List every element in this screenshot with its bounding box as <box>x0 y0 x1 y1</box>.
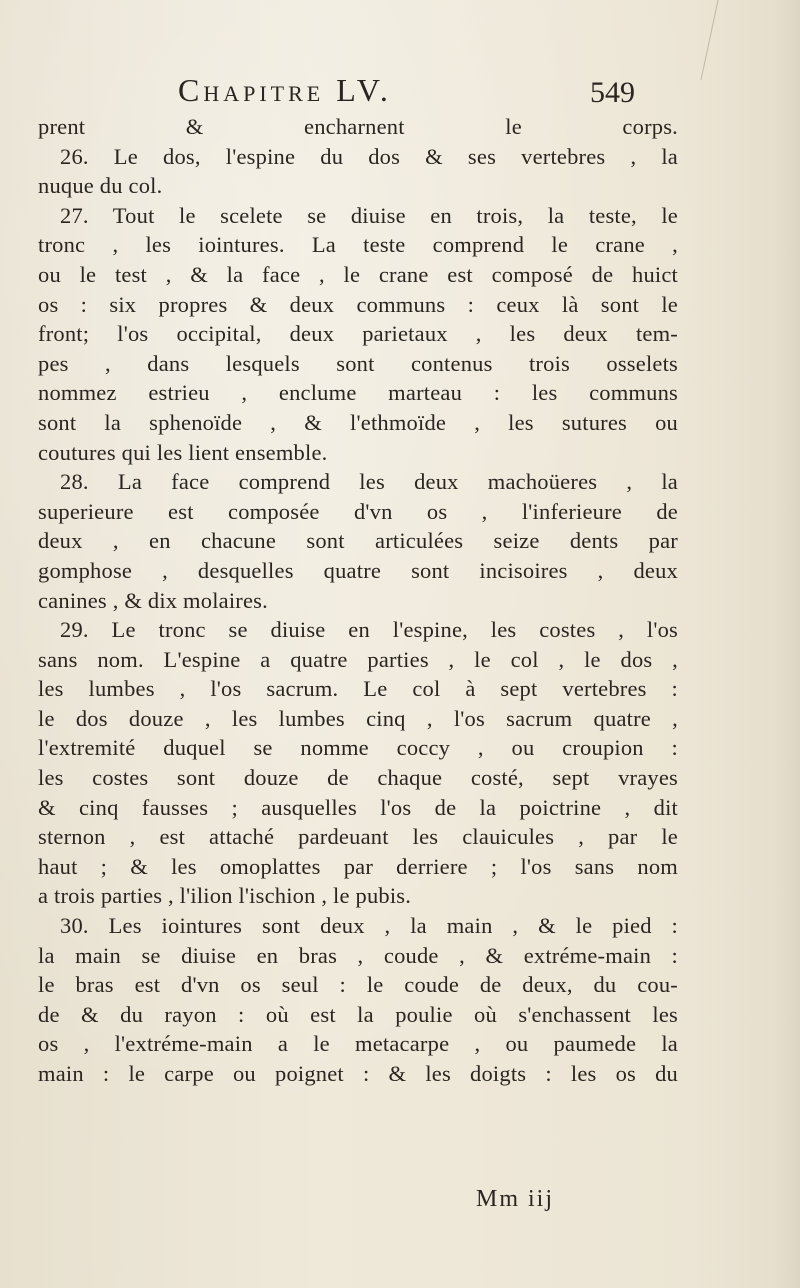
text-line: & cinq fausses ; ausquelles l'os de la poictrine , dit <box>38 794 678 820</box>
page-corner-mark <box>700 0 768 80</box>
text-line: tronc , les iointures. La teste comprend le crane , <box>38 232 678 258</box>
text-line: les costes sont douze de chaque costé, sept vrayes <box>38 765 678 791</box>
text-line: superieure est composée d'vn os , l'inferieure de <box>38 498 678 524</box>
signature-mark: Mm iij <box>476 1186 555 1212</box>
text-line: canines , & dix molaires. <box>38 587 268 613</box>
text-line: a trois parties , l'ilion l'ischion , le pubis. <box>38 883 412 909</box>
text-line: os , l'extréme-main a le metacarpe , ou paumede la <box>38 1031 678 1057</box>
text-line: pes , dans lesquels sont contenus trois osselets <box>38 350 678 376</box>
text-line: deux , en chacune sont articulées seize dents par <box>38 528 678 554</box>
text-line: front; l'os occipital, deux parietaux , les deux tem- <box>38 321 678 347</box>
text-line: les lumbes , l'os sacrum. Le col à sept vertebres : <box>38 676 678 702</box>
text-line: gomphose , desquelles quatre sont incisoires , deux <box>38 557 678 583</box>
text-line: le dos douze , les lumbes cinq , l'os sacrum quatre , <box>38 705 678 731</box>
chapter-title: Chapitre LV. <box>178 72 392 108</box>
text-line: ou le test , & la face , le crane est composé de huict <box>38 261 678 287</box>
text-line: 27. Tout le scelete se diuise en trois, la teste, le <box>60 202 678 228</box>
text-line: prent & encharnent le corps. <box>38 114 678 139</box>
page-number: 549 <box>590 76 635 109</box>
text-line: haut ; & les omoplattes par derriere ; l'os sans nom <box>38 853 678 879</box>
text-line: de & du rayon : où est la poulie où s'enchassent les <box>38 1001 678 1027</box>
text-line: le bras est d'vn os seul : le coude de deux, du cou- <box>38 972 678 998</box>
text-line: os : six propres & deux communs : ceux là sont le <box>38 291 678 317</box>
text-line: sans nom. L'espine a quatre parties , le col , le dos , <box>38 646 678 672</box>
text-line: 28. La face comprend les deux machoüeres , la <box>60 469 678 495</box>
text-line: 30. Les iointures sont deux , la main , & le pied : <box>60 913 678 939</box>
text-line: sont la sphenoïde , & l'ethmoïde , les sutures ou <box>38 409 678 435</box>
text-line: l'extremité duquel se nomme coccy , ou croupion : <box>38 735 678 761</box>
text-line: main : le carpe ou poignet : & les doigts : les os du <box>38 1061 678 1086</box>
text-line: la main se diuise en bras , coude , & extréme-main : <box>38 942 678 968</box>
text-line: nommez estrieu , enclume marteau : les communs <box>38 380 678 406</box>
text-line: 29. Le tronc se diuise en l'espine, les costes , l'os <box>60 617 678 643</box>
text-line: sternon , est attaché pardeuant les clauicules , par le <box>38 824 678 850</box>
body-text <box>38 112 678 1089</box>
text-line: 26. Le dos, l'espine du dos & ses vertebres , la <box>60 143 678 169</box>
text-line: coutures qui les lient ensemble. <box>38 439 328 465</box>
page-edge-shadow <box>690 0 800 1288</box>
text-line: nuque du col. <box>38 173 163 199</box>
